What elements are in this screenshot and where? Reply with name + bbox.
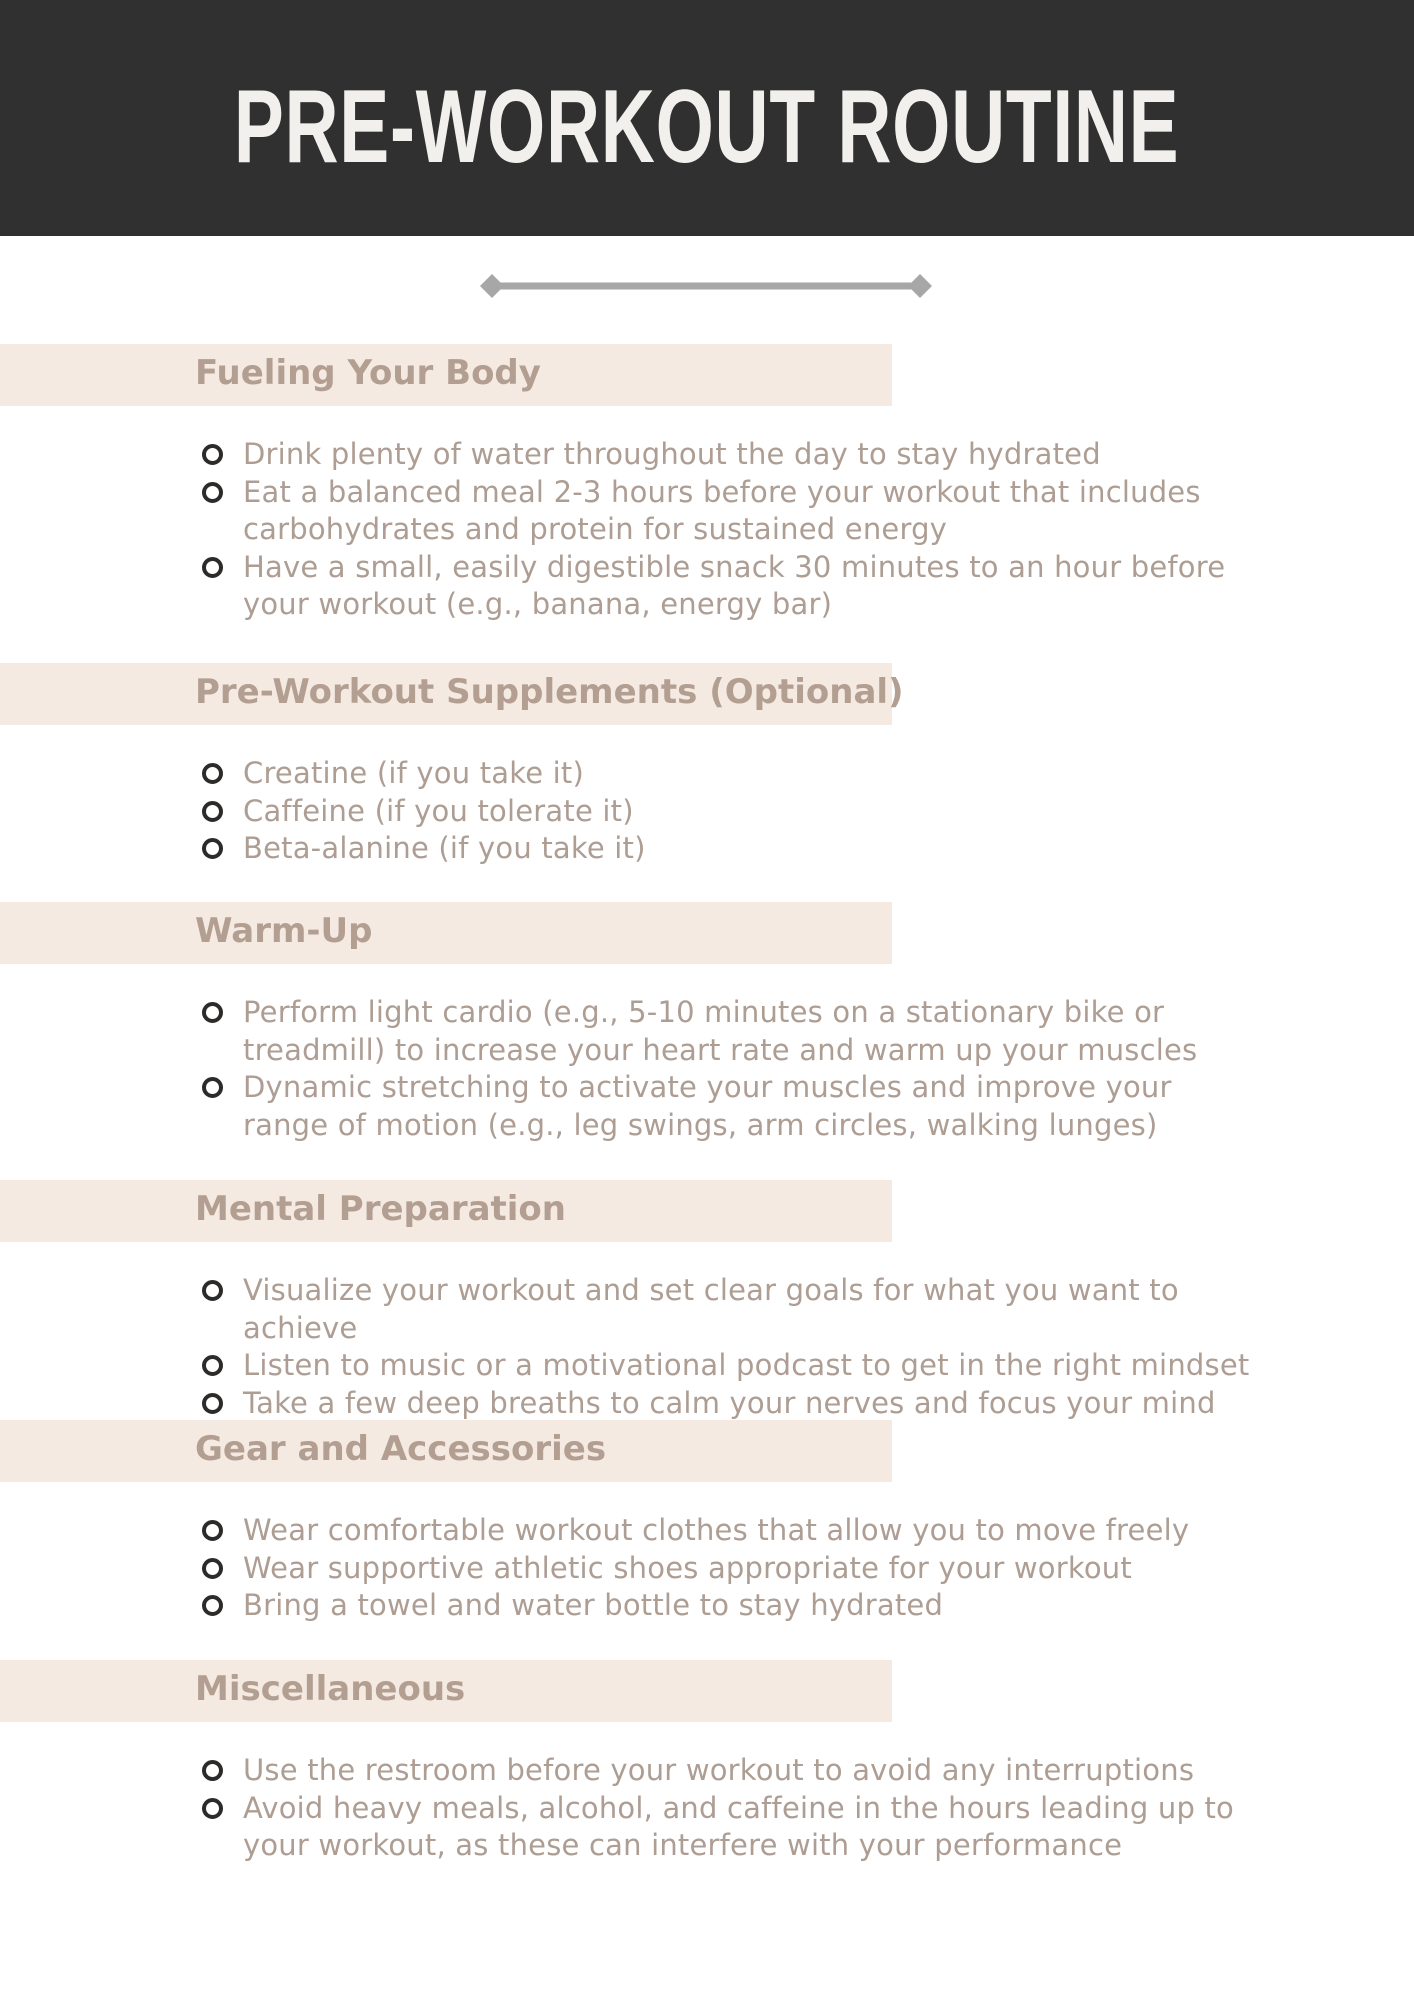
header-banner [0, 0, 1414, 236]
list-item-text: Listen to music or a motivational podcast to get in the right mindset [243, 1348, 1250, 1382]
list-item-text: Creatine (if you take it) [243, 756, 585, 790]
circle-outline-icon [202, 1798, 223, 1819]
section-title: Fueling Your Body [195, 353, 541, 393]
circle-outline-icon [202, 1002, 223, 1023]
list-item-text: Wear comfortable workout clothes that allow you to move freely [243, 1513, 1190, 1547]
list-item [0, 1752, 1263, 1790]
list-item-text: Visualize your workout and set clear goals for what you want to achieve [243, 1273, 1179, 1345]
list-item-text: Wear supportive athletic shoes appropriate for your workout [243, 1550, 1132, 1585]
list-item [0, 1587, 1263, 1625]
list-item-text: Have a small, easily digestible snack 30 minutes to an hour before your workout (e.g., banana, energy bar) [243, 549, 1226, 621]
section-title: Warm-Up [195, 911, 373, 951]
list-item-text: Eat a balanced meal 2-3 hours before your workout that includes carbohydrates and protein for sustained energy [243, 474, 1201, 546]
circle-outline-icon [202, 1760, 223, 1781]
list-item [0, 549, 1263, 624]
list-item [0, 474, 1263, 549]
list-item-text: Dynamic stretching to activate your muscles and improve your range of motion (e.g., leg swings, arm circles, walking lunges) [243, 1070, 1172, 1142]
list-item [0, 436, 1263, 474]
list-item [0, 1385, 1263, 1423]
circle-outline-icon [202, 1558, 223, 1579]
list-item-text: Avoid heavy meals, alcohol, and caffeine in the hours leading up to your workout, as these can interfere with your performance [243, 1790, 1234, 1862]
section-band [0, 902, 892, 964]
section-title: Gear and Accessories [195, 1429, 607, 1469]
checklist [0, 1752, 1414, 1865]
checklist [0, 1512, 1414, 1625]
circle-outline-icon [202, 1520, 223, 1541]
list-item [0, 755, 1263, 793]
circle-outline-icon [202, 1393, 223, 1414]
list-item [0, 994, 1263, 1069]
list-item-text: Use the restroom before your workout to avoid any interruptions [243, 1753, 1195, 1787]
divider-left-diamond [480, 274, 504, 298]
circle-outline-icon [202, 1077, 223, 1098]
circle-outline-icon [202, 838, 223, 859]
circle-outline-icon [202, 1355, 223, 1376]
list-item [0, 1347, 1263, 1385]
list-item [0, 1069, 1263, 1144]
section-title: Mental Preparation [195, 1189, 566, 1229]
list-item [0, 1512, 1263, 1550]
list-item [0, 1272, 1263, 1347]
list-item [0, 830, 1263, 868]
checklist [0, 755, 1414, 868]
list-item-text: Caffeine (if you tolerate it) [243, 793, 634, 828]
circle-outline-icon [202, 1280, 223, 1301]
list-item [0, 1550, 1263, 1588]
list-item-text: Perform light cardio (e.g., 5-10 minutes on a stationary bike or treadmill) to increase your heart rate and warm up your muscles [243, 995, 1198, 1067]
checklist [0, 436, 1414, 624]
list-item-text: Take a few deep breaths to calm your nerves and focus your mind [243, 1385, 1216, 1420]
list-item-text: Drink plenty of water throughout the day to stay hydrated [243, 437, 1101, 471]
circle-outline-icon [202, 1595, 223, 1616]
divider-icon [478, 272, 934, 300]
checklist [0, 1272, 1414, 1422]
divider-right-diamond [908, 274, 932, 298]
list-item-text: Beta-alanine (if you take it) [243, 831, 646, 865]
section-title: Pre-Workout Supplements (Optional) [195, 672, 904, 712]
checklist [0, 994, 1414, 1144]
section-title: Miscellaneous [195, 1669, 466, 1709]
circle-outline-icon [202, 801, 223, 822]
list-item [0, 793, 1263, 831]
page-title [0, 0, 1414, 236]
circle-outline-icon [202, 763, 223, 784]
circle-outline-icon [202, 557, 223, 578]
circle-outline-icon [202, 482, 223, 503]
page-title-text: PRE-WORKOUT ROUTINE [234, 69, 1180, 185]
list-item [0, 1790, 1263, 1865]
circle-outline-icon [202, 444, 223, 465]
list-item-text: Bring a towel and water bottle to stay hydrated [243, 1588, 944, 1622]
